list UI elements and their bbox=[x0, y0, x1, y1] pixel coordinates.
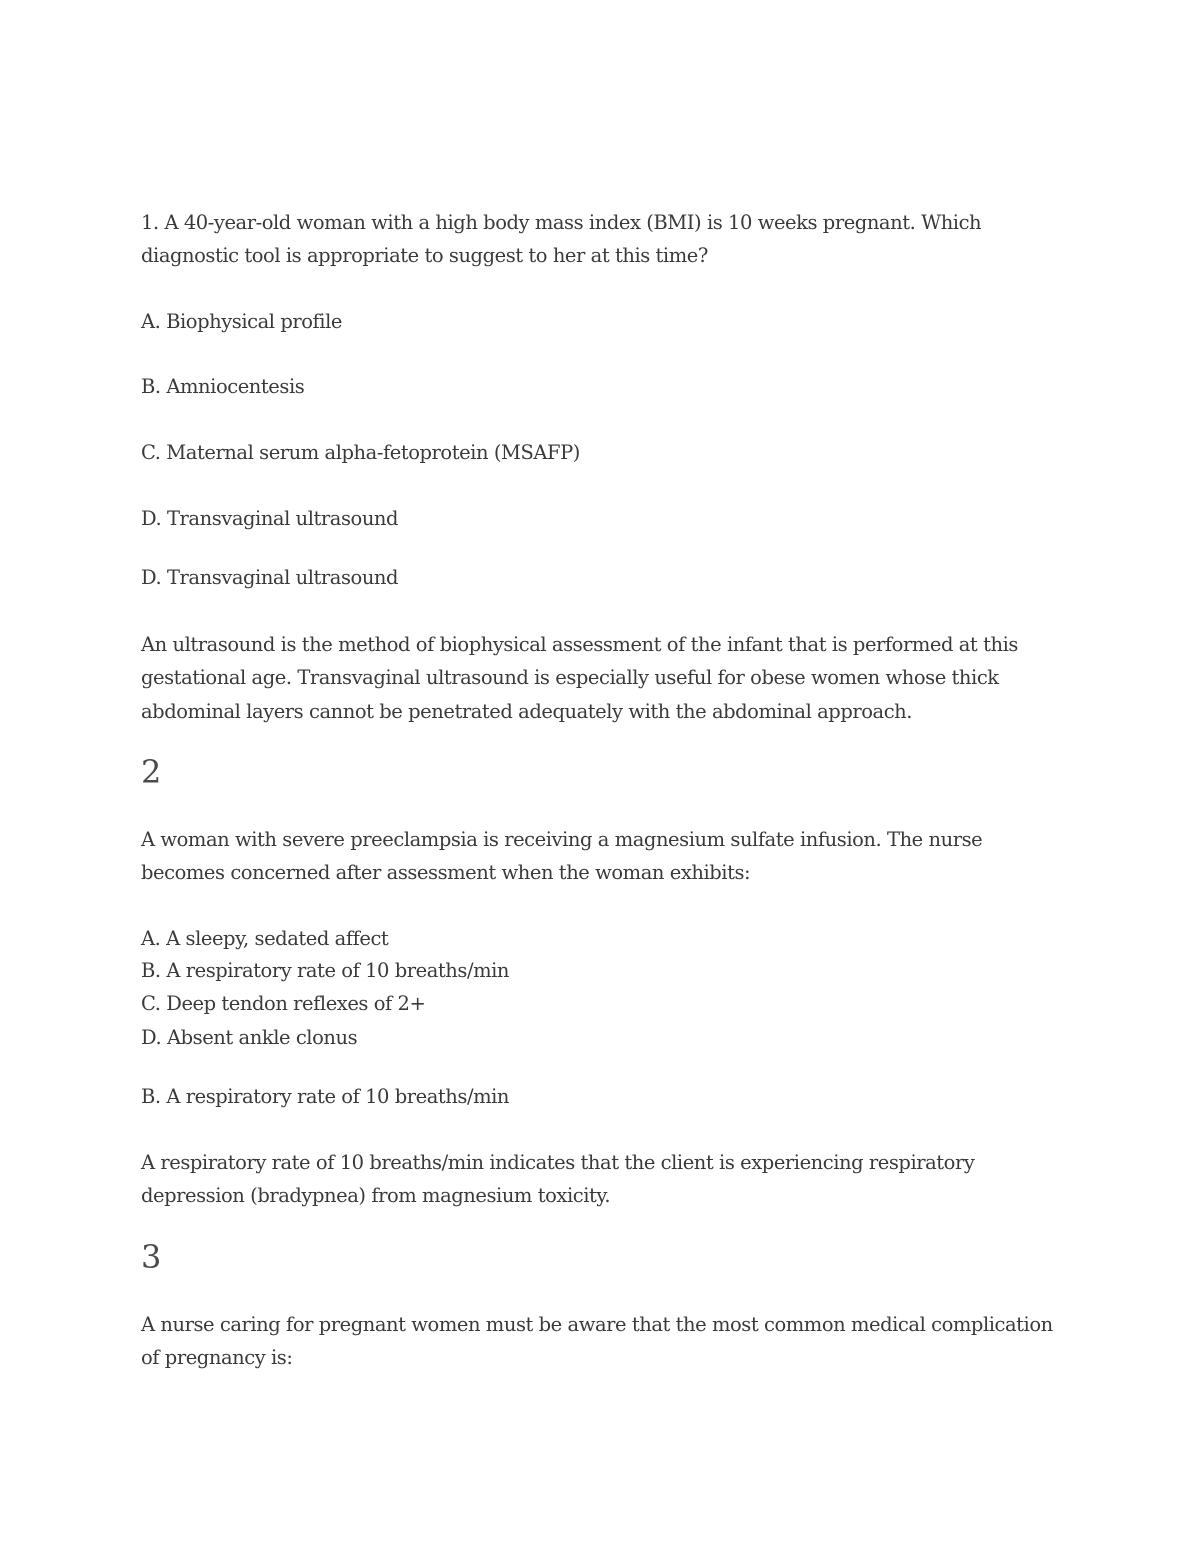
q1-stem-line-2: diagnostic tool is appropriate to suggest to her at this time? bbox=[141, 244, 708, 267]
q2-option-c: C. Deep tendon reflexes of 2+ bbox=[141, 992, 426, 1015]
q3-stem-line-1: A nurse caring for pregnant women must be aware that the most common medical complication bbox=[141, 1313, 1053, 1336]
q1-option-c: C. Maternal serum alpha-fetoprotein (MSAFP) bbox=[141, 441, 580, 464]
q1-answer: D. Transvaginal ultrasound bbox=[141, 566, 399, 589]
q2-number-heading: 2 bbox=[141, 753, 162, 791]
q2-option-a: A. A sleepy, sedated affect bbox=[141, 927, 389, 950]
q2-option-b: B. A respiratory rate of 10 breaths/min bbox=[141, 959, 510, 982]
q1-rationale-line-3: abdominal layers cannot be penetrated adequately with the abdominal approach. bbox=[141, 700, 913, 723]
q2-stem-line-2: becomes concerned after assessment when the woman exhibits: bbox=[141, 861, 751, 884]
q1-rationale-line-1: An ultrasound is the method of biophysical assessment of the infant that is performed at this bbox=[141, 633, 1018, 656]
q2-stem-line-1: A woman with severe preeclampsia is receiving a magnesium sulfate infusion. The nurse bbox=[141, 828, 983, 851]
q1-stem-line-1: 1. A 40-year-old woman with a high body mass index (BMI) is 10 weeks pregnant. Which bbox=[141, 211, 982, 234]
q2-option-d: D. Absent ankle clonus bbox=[141, 1026, 358, 1049]
q2-rationale-line-1: A respiratory rate of 10 breaths/min indicates that the client is experiencing respiratory bbox=[141, 1151, 975, 1174]
q1-rationale-line-2: gestational age. Transvaginal ultrasound is especially useful for obese women whose thick bbox=[141, 666, 999, 689]
q1-option-b: B. Amniocentesis bbox=[141, 375, 305, 398]
q1-option-a: A. Biophysical profile bbox=[141, 310, 342, 333]
q2-answer: B. A respiratory rate of 10 breaths/min bbox=[141, 1085, 510, 1108]
q3-number-heading: 3 bbox=[141, 1238, 162, 1276]
q3-stem-line-2: of pregnancy is: bbox=[141, 1346, 293, 1369]
q2-rationale-line-2: depression (bradypnea) from magnesium toxicity. bbox=[141, 1184, 611, 1207]
q1-option-d: D. Transvaginal ultrasound bbox=[141, 507, 399, 530]
